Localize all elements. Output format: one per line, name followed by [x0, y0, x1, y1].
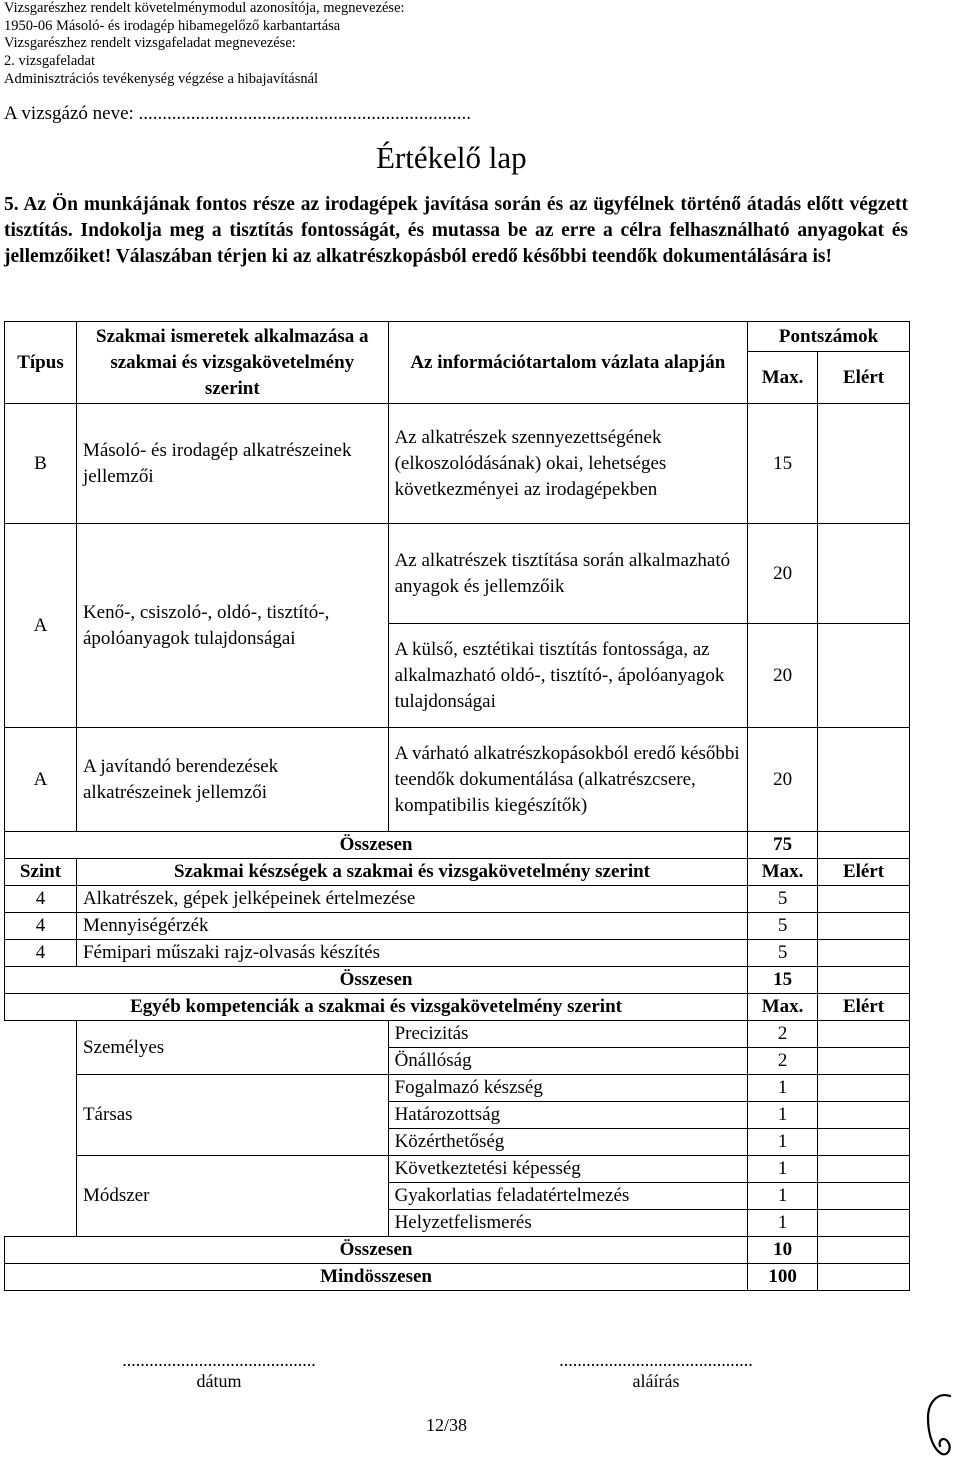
header-line-3: Vizsgarészhez rendelt vizsgafeladat megnevezése: — [4, 35, 296, 52]
skill-row — [5, 940, 910, 967]
comp-header-achieved: Elért — [818, 994, 910, 1021]
task-description: 5. Az Ön munkájának fontos része az irodagépek javítása során és az ügyfélnek történő átadás előtt végzett tisztítás. Indokolja meg a tisztítás fontosságát, és mutassa be az erre a célra felhasználható anyagokat és jellemzőiket! Válaszában térjen ki az alkatrészkopásból eredő későbbi teendők dokumentálására is! — [4, 194, 908, 267]
comp-item: Gyakorlatias feladatértelmezés — [388, 1183, 748, 1210]
skills-total-label: Összesen — [5, 967, 748, 994]
row-max: 20 — [748, 728, 818, 832]
row-achieved[interactable] — [818, 728, 910, 832]
table-row — [5, 404, 910, 524]
comp-total-max: 10 — [748, 1237, 818, 1264]
grand-total-label: Mindösszesen — [5, 1264, 748, 1291]
skill-row — [5, 913, 910, 940]
comp-max: 1 — [748, 1129, 818, 1156]
date-label: dátum — [196, 1371, 242, 1391]
comp-item: Önállóság — [388, 1048, 748, 1075]
row-type: A — [5, 524, 77, 728]
comp-achieved[interactable] — [818, 1156, 910, 1183]
comp-item: Közérthetőség — [388, 1129, 748, 1156]
comp-item: Következtetési képesség — [388, 1156, 748, 1183]
comp-group-method: Módszer — [76, 1156, 388, 1237]
handwritten-initial — [920, 1388, 956, 1460]
row-topic: Kenő-, csiszoló-, oldó-, tisztító-, ápolóanyagok tulajdonságai — [76, 524, 388, 728]
page-title: Értékelő lap — [376, 140, 527, 175]
signature-label: aláírás — [632, 1371, 680, 1391]
comp-header-title: Egyéb kompetenciák a szakmai és vizsgakövetelmény szerint — [5, 994, 748, 1021]
comp-max: 1 — [748, 1075, 818, 1102]
skill-label: Alkatrészek, gépek jelképeinek értelmezése — [76, 886, 747, 913]
skills-header-max: Max. — [748, 859, 818, 886]
row-topic: Másoló- és irodagép alkatrészeinek jellemzői — [76, 404, 388, 524]
row-max: 20 — [748, 524, 818, 624]
comp-group-personal: Személyes — [76, 1021, 388, 1075]
grand-total-max: 100 — [748, 1264, 818, 1291]
knowledge-total-achieved[interactable] — [818, 832, 910, 859]
table-row — [5, 728, 910, 832]
skill-achieved[interactable] — [818, 886, 910, 913]
comp-item: Határozottság — [388, 1102, 748, 1129]
table-header-row — [5, 322, 910, 352]
row-type: A — [5, 728, 77, 832]
col-header-type: Típus — [5, 322, 77, 404]
col-header-max: Max. — [748, 352, 818, 404]
col-header-points: Pontszámok — [748, 322, 910, 352]
skill-max: 5 — [748, 886, 818, 913]
row-item: A várható alkatrészkopásokból eredő későbbi teendők dokumentálása (alkatrészcsere, kompatibilis kiegészítők) — [388, 728, 748, 832]
comp-item: Precizitás — [388, 1021, 748, 1048]
comp-item: Helyzetfelismerés — [388, 1210, 748, 1237]
row-type: B — [5, 404, 77, 524]
page-header — [4, 0, 405, 89]
comp-total-achieved[interactable] — [818, 1237, 910, 1264]
row-max: 20 — [748, 624, 818, 728]
header-line-5: Adminisztrációs tevékenység végzése a hibajavításnál — [4, 70, 319, 87]
skills-header-achieved: Elért — [818, 859, 910, 886]
comp-max: 2 — [748, 1021, 818, 1048]
comp-achieved[interactable] — [818, 1102, 910, 1129]
comp-max: 2 — [748, 1048, 818, 1075]
skill-row — [5, 886, 910, 913]
comp-row — [5, 1156, 910, 1183]
comp-row — [5, 1075, 910, 1102]
comp-achieved[interactable] — [818, 1129, 910, 1156]
skill-level: 4 — [5, 886, 77, 913]
row-achieved[interactable] — [818, 624, 910, 728]
skill-max: 5 — [748, 913, 818, 940]
comp-header-max: Max. — [748, 994, 818, 1021]
skill-level: 4 — [5, 940, 77, 967]
comp-max: 1 — [748, 1156, 818, 1183]
skill-achieved[interactable] — [818, 940, 910, 967]
comp-group-social: Társas — [76, 1075, 388, 1156]
col-header-knowledge: Szakmai ismeretek alkalmazása a szakmai és vizsgakövetelmény szerint — [76, 322, 388, 404]
date-dots: ........................................... — [122, 1350, 316, 1370]
skills-total-achieved[interactable] — [818, 967, 910, 994]
evaluation-table — [4, 321, 910, 1291]
comp-max: 1 — [748, 1183, 818, 1210]
comp-row — [5, 1021, 910, 1048]
comp-total-row — [5, 1237, 910, 1264]
knowledge-total-max: 75 — [748, 832, 818, 859]
examinee-name-line: A vizsgázó neve: ...................................................................... — [4, 103, 472, 124]
header-line-4: 2. vizsgafeladat — [4, 53, 95, 70]
knowledge-total-row — [5, 832, 910, 859]
row-achieved[interactable] — [818, 404, 910, 524]
comp-max: 1 — [748, 1102, 818, 1129]
comp-achieved[interactable] — [818, 1075, 910, 1102]
skill-label: Mennyiségérzék — [76, 913, 747, 940]
skills-header-level: Szint — [5, 859, 77, 886]
col-header-outline: Az információtartalom vázlata alapján — [388, 322, 748, 404]
skill-level: 4 — [5, 913, 77, 940]
skills-total-row — [5, 967, 910, 994]
date-block — [88, 1350, 350, 1392]
skill-label: Fémipari műszaki rajz-olvasás készítés — [76, 940, 747, 967]
knowledge-total-label: Összesen — [5, 832, 748, 859]
row-item: Az alkatrészek tisztítása során alkalmazható anyagok és jellemzőik — [388, 524, 748, 624]
comp-total-label: Összesen — [5, 1237, 748, 1264]
grand-total-achieved[interactable] — [818, 1264, 910, 1291]
row-achieved[interactable] — [818, 524, 910, 624]
skill-achieved[interactable] — [818, 913, 910, 940]
signature-block — [525, 1350, 787, 1392]
comp-achieved[interactable] — [818, 1048, 910, 1075]
table-row — [5, 524, 910, 624]
row-item: A külső, esztétikai tisztítás fontossága, az alkalmazható oldó-, tisztító-, ápolóanyagok tulajdonságai — [388, 624, 748, 728]
skills-total-max: 15 — [748, 967, 818, 994]
skills-header-title: Szakmai készségek a szakmai és vizsgakövetelmény szerint — [76, 859, 747, 886]
row-topic: A javítandó berendezések alkatrészeinek jellemzői — [76, 728, 388, 832]
comp-item: Fogalmazó készség — [388, 1075, 748, 1102]
page-number: 12/38 — [426, 1415, 468, 1435]
row-item: Az alkatrészek szennyezettségének (elkoszolódásának) okai, lehetséges következményei az irodagépekben — [388, 404, 748, 524]
comp-header-row — [5, 994, 910, 1021]
comp-achieved[interactable] — [818, 1183, 910, 1210]
col-header-achieved: Elért — [818, 352, 910, 404]
skills-header-row — [5, 859, 910, 886]
header-line-1: Vizsgarészhez rendelt követelménymodul azonosítója, megnevezése: — [4, 0, 405, 16]
skill-max: 5 — [748, 940, 818, 967]
grand-total-row — [5, 1264, 910, 1291]
row-max: 15 — [748, 404, 818, 524]
comp-max: 1 — [748, 1210, 818, 1237]
comp-achieved[interactable] — [818, 1210, 910, 1237]
signature-dots: ........................................... — [559, 1350, 753, 1370]
comp-achieved[interactable] — [818, 1021, 910, 1048]
header-line-2: 1950-06 Másoló- és irodagép hibamegelőző karbantartása — [4, 17, 341, 34]
